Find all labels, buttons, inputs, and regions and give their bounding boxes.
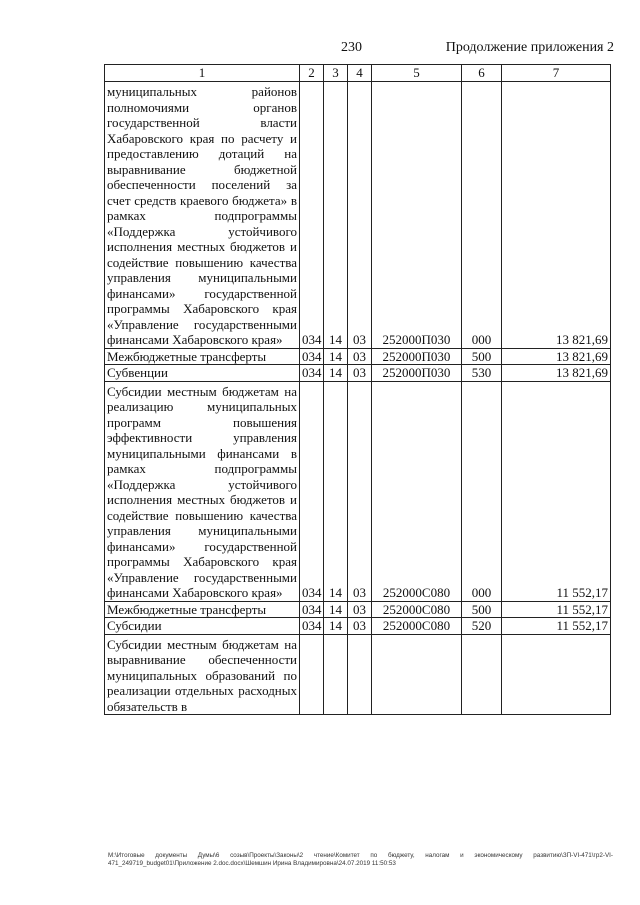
row-amount: 11 552,17	[502, 381, 611, 601]
column-header: 4	[348, 65, 372, 82]
row-subsection: 03	[348, 381, 372, 601]
column-header: 5	[372, 65, 462, 82]
row-expense-type: 520	[462, 618, 502, 635]
row-name: Субсидии местным бюджетам на реализацию муниципальных программ повышения эффективности управления муниципальными финансами в рамках подпрограммы «Поддержка устойчивого исполнения местных бюджетов и содействие повышению качества управления муниципальными финансами» государственной программы Хабаровского края «Управление государственными финансами Хабаровского края»	[105, 381, 300, 601]
table-row	[105, 618, 611, 635]
row-name: Межбюджетные трансферты	[105, 348, 300, 365]
column-header: 3	[324, 65, 348, 82]
row-amount: 13 821,69	[502, 348, 611, 365]
row-subsection: 03	[348, 82, 372, 349]
row-amount: 13 821,69	[502, 365, 611, 382]
row-name: Межбюджетные трансферты	[105, 601, 300, 618]
row-subsection: 03	[348, 601, 372, 618]
row-target-article	[372, 634, 462, 715]
row-section: 14	[324, 618, 348, 635]
row-section: 14	[324, 348, 348, 365]
row-admin-code: 034	[300, 618, 324, 635]
table-row	[105, 601, 611, 618]
row-subsection: 03	[348, 365, 372, 382]
column-header: 1	[105, 65, 300, 82]
column-number-row	[105, 65, 611, 82]
row-section	[324, 634, 348, 715]
table-row	[105, 348, 611, 365]
row-section: 14	[324, 365, 348, 382]
table-row	[105, 634, 611, 715]
row-admin-code: 034	[300, 82, 324, 349]
row-admin-code	[300, 634, 324, 715]
row-expense-type: 000	[462, 381, 502, 601]
row-amount: 11 552,17	[502, 601, 611, 618]
row-target-article: 252000П030	[372, 348, 462, 365]
column-header: 6	[462, 65, 502, 82]
continuation-label: Продолжение приложения 2	[445, 40, 614, 55]
row-name: Субвенции	[105, 365, 300, 382]
row-section: 14	[324, 82, 348, 349]
table-row	[105, 365, 611, 382]
row-target-article: 252000С080	[372, 601, 462, 618]
budget-table	[104, 64, 611, 715]
row-amount: 13 821,69	[502, 82, 611, 349]
row-amount: 11 552,17	[502, 618, 611, 635]
row-admin-code: 034	[300, 381, 324, 601]
row-expense-type: 500	[462, 348, 502, 365]
row-admin-code: 034	[300, 365, 324, 382]
column-header: 2	[300, 65, 324, 82]
row-name: муниципальных районов полномочиями органов государственной власти Хабаровского края по расчету и предоставлению дотаций на выравнивание бюджетной обеспеченности поселений за счет средств краевого бюджета» в рамках подпрограммы «Поддержка устойчивого исполнения местных бюджетов и содействие повышению качества управления муниципальными финансами» государственной программы Хабаровского края «Управление государственными финансами Хабаровского края»	[105, 82, 300, 349]
row-section: 14	[324, 601, 348, 618]
row-target-article: 252000П030	[372, 82, 462, 349]
row-target-article: 252000С080	[372, 618, 462, 635]
column-header: 7	[502, 65, 611, 82]
page-number: 230	[341, 40, 362, 55]
row-expense-type	[462, 634, 502, 715]
row-subsection	[348, 634, 372, 715]
table-row	[105, 381, 611, 601]
table-row	[105, 82, 611, 349]
row-amount	[502, 634, 611, 715]
row-subsection: 03	[348, 618, 372, 635]
row-admin-code: 034	[300, 601, 324, 618]
row-admin-code: 034	[300, 348, 324, 365]
row-expense-type: 000	[462, 82, 502, 349]
row-expense-type: 530	[462, 365, 502, 382]
document-file-path: М:\Итоговые документы Думы\6 созыв\Проекты\Законы\2 чтение\Комитет по бюджету, налогам и экономическому развитию\ЗП-VI-471\гр2-VI-471_249719_budget01\Приложение 2.doc.docx\Шемшин Ирина Владимировна\24.07.2019 11:50:53	[108, 852, 613, 867]
row-target-article: 252000С080	[372, 381, 462, 601]
row-name: Субсидии местным бюджетам на выравнивание обеспеченности муниципальных образований по реализации отдельных расходных обязательств в	[105, 634, 300, 715]
row-subsection: 03	[348, 348, 372, 365]
row-section: 14	[324, 381, 348, 601]
row-target-article: 252000П030	[372, 365, 462, 382]
row-name: Субсидии	[105, 618, 300, 635]
row-expense-type: 500	[462, 601, 502, 618]
